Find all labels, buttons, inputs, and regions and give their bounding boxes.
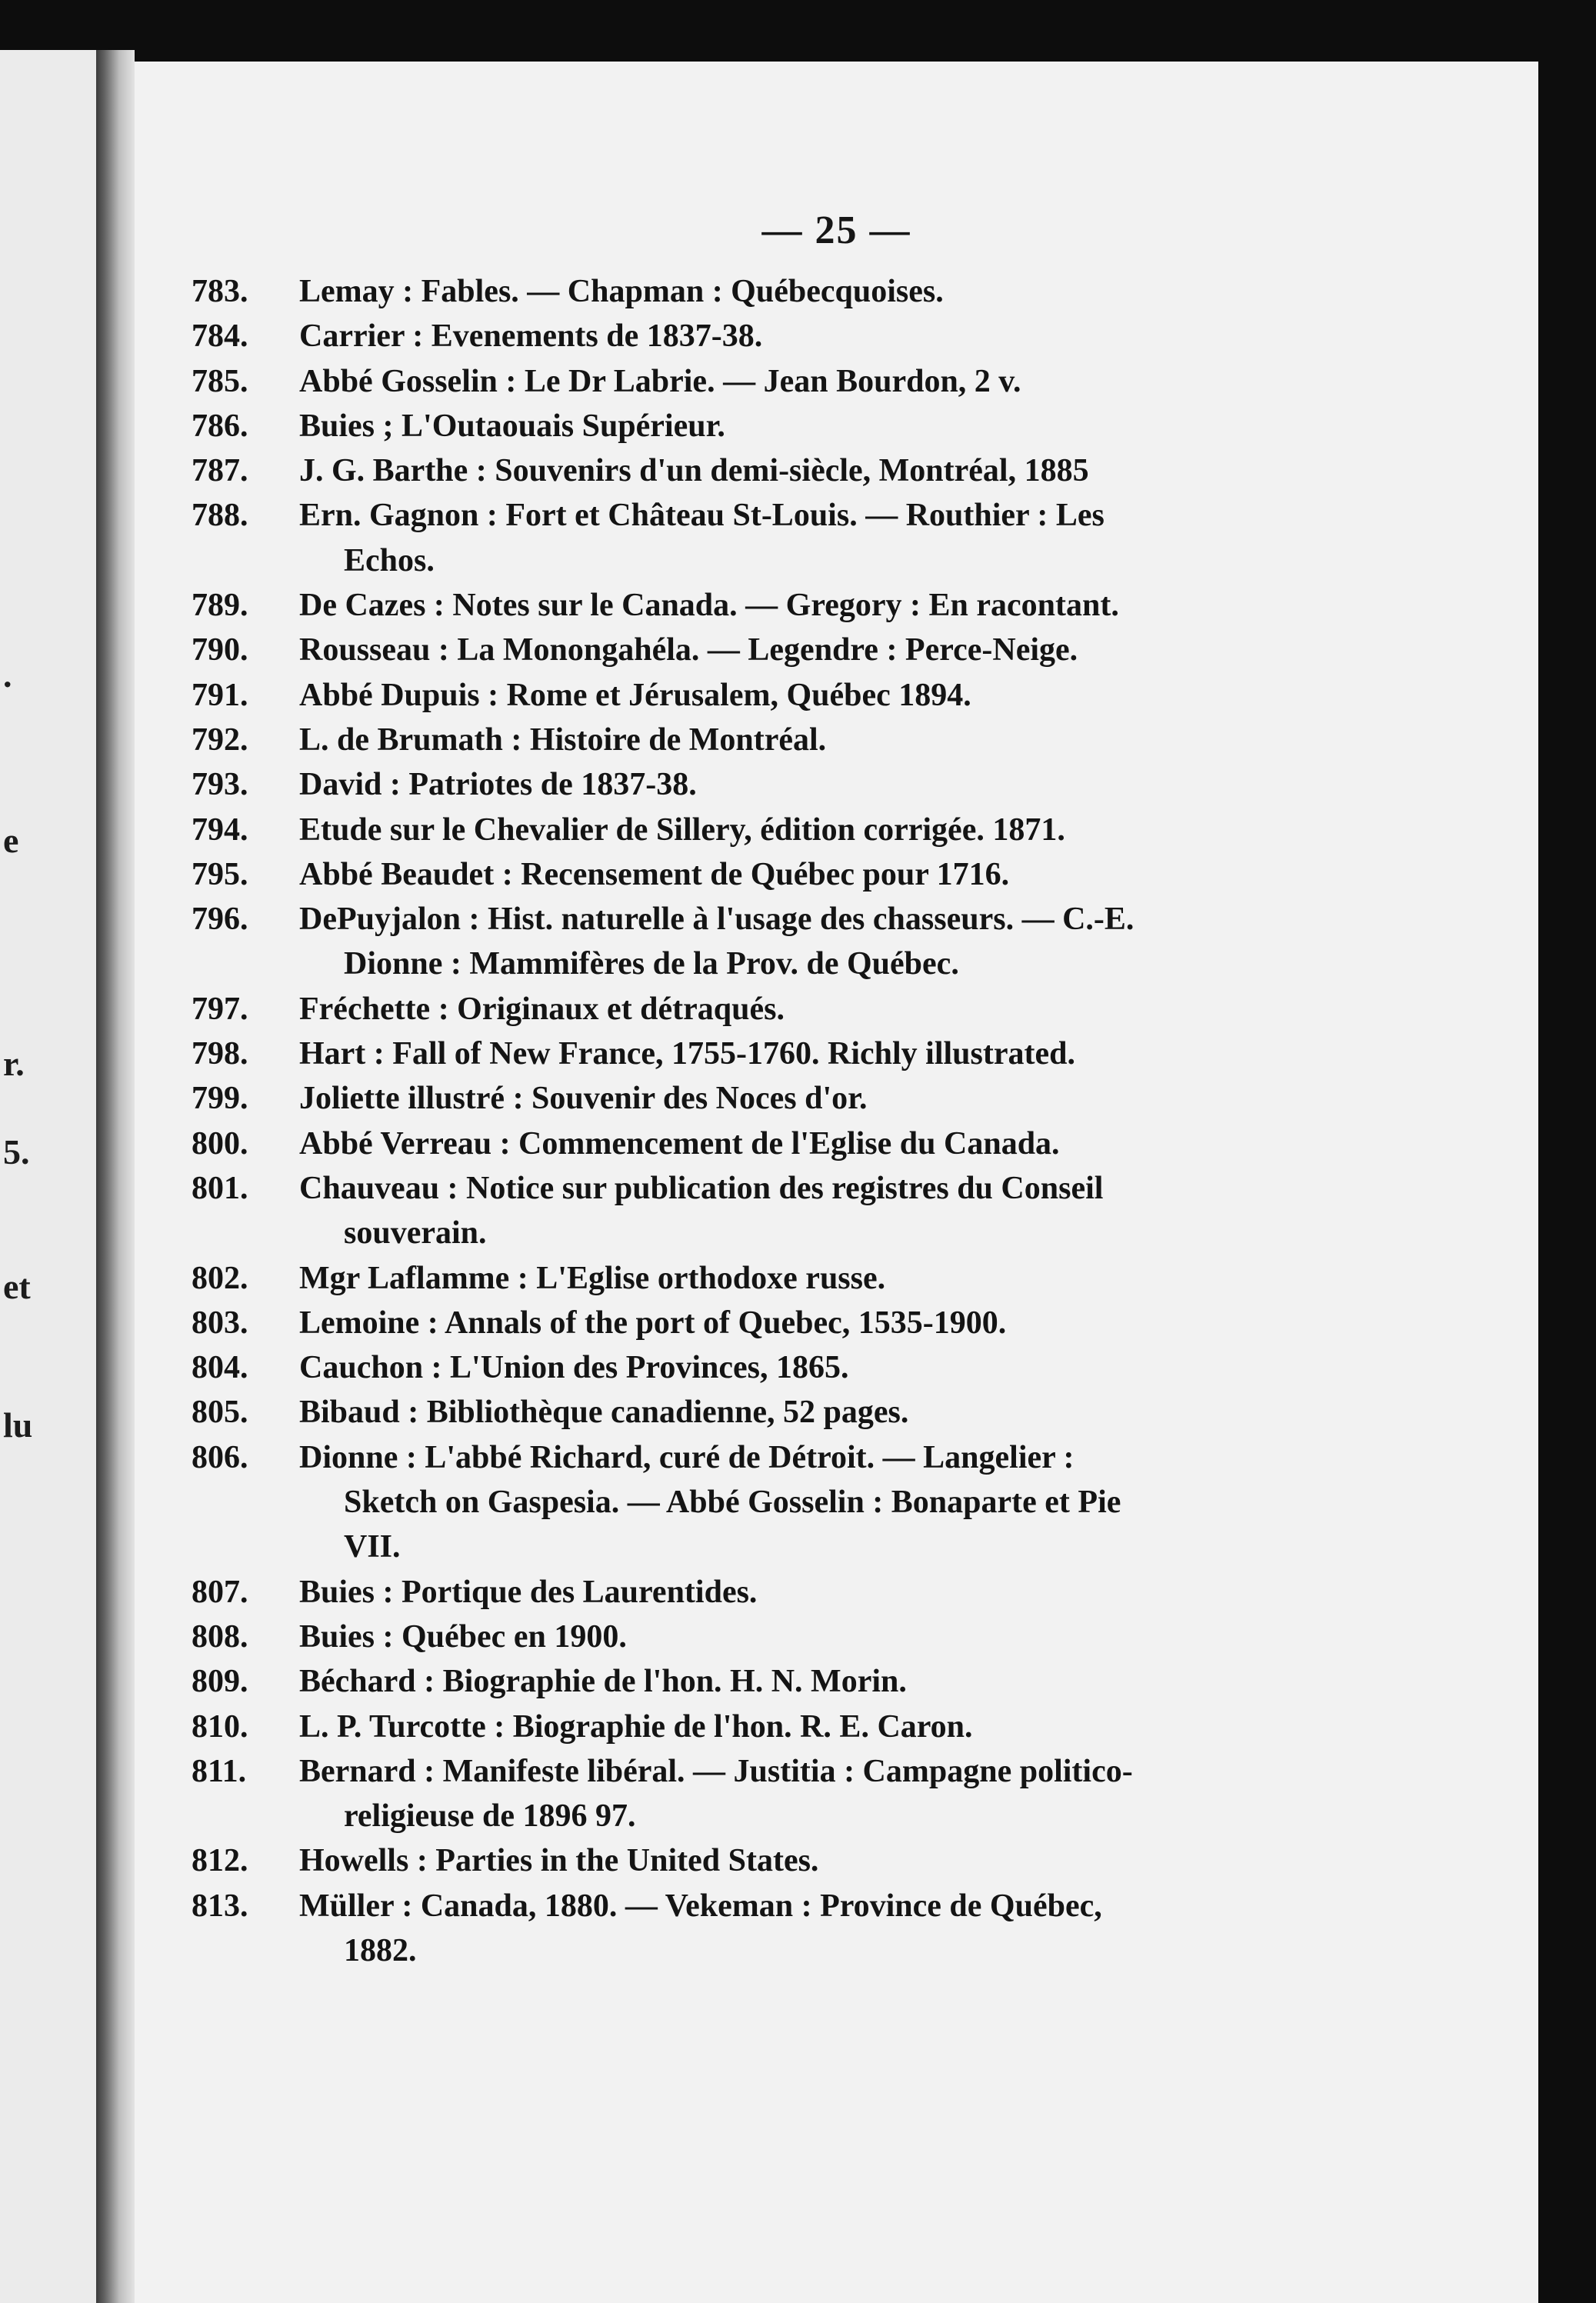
entry-number: 810.	[192, 1708, 248, 1745]
entry-number: 783.	[192, 274, 248, 309]
entry-line: Joliette illustré : Souvenir des Noces d'or.	[299, 1081, 868, 1117]
bibliography-entry	[192, 718, 1484, 762]
entry-line: Lemoine : Annals of the port of Quebec, 1535-1900.	[299, 1305, 1007, 1341]
entry-line: Etude sur le Chevalier de Sillery, édition corrigée. 1871.	[299, 812, 1065, 848]
entry-number: 794.	[192, 812, 248, 848]
entry-line: Buies ; L'Outaouais Supérieur.	[299, 408, 725, 444]
bibliography-entry	[192, 673, 1484, 718]
entry-line: Buies : Québec en 1900.	[299, 1618, 627, 1655]
entry-line: Mgr Laflamme : L'Eglise orthodoxe russe.	[299, 1260, 886, 1296]
entry-continuation-line: souverain.	[344, 1215, 487, 1251]
entry-line: Howells : Parties in the United States.	[299, 1843, 819, 1879]
entry-number: 811.	[192, 1753, 247, 1789]
entry-text	[299, 1390, 1484, 1435]
entry-text	[299, 718, 1484, 762]
entry-text	[299, 1838, 1484, 1883]
entry-line: Carrier : Evenements de 1837-38.	[299, 318, 763, 355]
entry-number: 790.	[192, 632, 248, 668]
book-gutter	[96, 50, 135, 2303]
entry-number: 802.	[192, 1260, 248, 1296]
bibliography-entry	[192, 808, 1484, 852]
bibliography-entry	[192, 583, 1484, 628]
entry-number: 796.	[192, 902, 248, 938]
entry-text	[299, 448, 1484, 493]
bibliography-entry	[192, 493, 1484, 583]
entry-text	[299, 1166, 1484, 1256]
entry-text	[299, 673, 1484, 718]
entry-text	[299, 628, 1484, 672]
entry-line: Abbé Verreau : Commencement de l'Eglise du Canada.	[299, 1125, 1060, 1161]
entry-line: Fréchette : Originaux et détraqués.	[299, 991, 785, 1027]
bibliography-entry	[192, 1659, 1484, 1704]
entry-text	[299, 1256, 1484, 1301]
entry-line: Bibaud : Bibliothèque canadienne, 52 pages.	[299, 1395, 909, 1431]
bibliography-entry	[192, 1435, 1484, 1570]
entry-number: 789.	[192, 588, 248, 624]
entry-text	[299, 1570, 1484, 1615]
entry-text	[299, 583, 1484, 628]
entry-number: 813.	[192, 1888, 248, 1924]
bibliography-entry	[192, 359, 1484, 404]
entry-text	[299, 897, 1484, 987]
entry-number: 808.	[192, 1618, 248, 1655]
bibliography-entry	[192, 1166, 1484, 1256]
entry-number: 804.	[192, 1350, 248, 1386]
entry-number: 791.	[192, 677, 248, 713]
entry-text	[299, 359, 1484, 404]
bibliography-entry	[192, 897, 1484, 987]
entry-line: L. P. Turcotte : Biographie de l'hon. R. E. Caron.	[299, 1708, 973, 1745]
entry-text	[299, 269, 1484, 314]
bibliography-entry	[192, 1122, 1484, 1166]
entry-line: DePuyjalon : Hist. naturelle à l'usage des chasseurs. — C.-E.	[299, 902, 1135, 938]
bibliography-entry	[192, 628, 1484, 672]
entry-text	[299, 1705, 1484, 1749]
page-number: — 25 —	[761, 208, 911, 252]
bibliography-entry	[192, 1884, 1484, 1974]
bibliography-entry	[192, 1256, 1484, 1301]
entry-line: Abbé Gosselin : Le Dr Labrie. — Jean Bourdon, 2 v.	[299, 363, 1021, 399]
left-page-fragment: r.	[3, 1044, 25, 1083]
entry-line: Ern. Gagnon : Fort et Château St-Louis. — Routhier : Les	[299, 498, 1105, 534]
bibliography-entry	[192, 314, 1484, 358]
entry-number: 799.	[192, 1081, 248, 1117]
bibliography-entry	[192, 1615, 1484, 1659]
bibliography-entry	[192, 1838, 1484, 1883]
bibliography-entry	[192, 448, 1484, 493]
entry-number: 785.	[192, 363, 248, 399]
entry-text	[299, 1076, 1484, 1121]
bibliography-entry	[192, 1390, 1484, 1435]
entry-line: Abbé Dupuis : Rome et Jérusalem, Québec 1894.	[299, 677, 971, 713]
entry-text	[299, 314, 1484, 358]
entry-line: J. G. Barthe : Souvenirs d'un demi-siècle, Montréal, 1885	[299, 453, 1089, 489]
entry-text	[299, 493, 1484, 583]
entry-line: Bernard : Manifeste libéral. — Justitia : Campagne politico-	[299, 1753, 1133, 1789]
entry-line: Müller : Canada, 1880. — Vekeman : Province de Québec,	[299, 1888, 1102, 1924]
entry-number: 793.	[192, 767, 248, 803]
bibliography-entry	[192, 852, 1484, 897]
bibliography-entry	[192, 1032, 1484, 1076]
entry-text	[299, 762, 1484, 807]
entry-line: Dionne : L'abbé Richard, curé de Détroit. — Langelier :	[299, 1439, 1075, 1475]
bibliography-entry	[192, 987, 1484, 1032]
bibliography-entry	[192, 1345, 1484, 1390]
book-page	[135, 62, 1538, 2303]
entry-line: Rousseau : La Monongahéla. — Legendre : Perce-Neige.	[299, 632, 1078, 668]
entry-text	[299, 808, 1484, 852]
previous-page-edge	[0, 50, 96, 2303]
left-page-fragment: e	[3, 821, 19, 860]
entry-text	[299, 852, 1484, 897]
entry-line: L. de Brumath : Histoire de Montréal.	[299, 722, 827, 758]
entry-line: De Cazes : Notes sur le Canada. — Gregory : En racontant.	[299, 588, 1119, 624]
bibliography-entry	[192, 1749, 1484, 1839]
entry-number: 801.	[192, 1170, 248, 1206]
entry-number: 788.	[192, 498, 248, 534]
entry-number: 809.	[192, 1664, 248, 1700]
entry-number: 797.	[192, 991, 248, 1027]
entry-number: 786.	[192, 408, 248, 444]
entry-continuation-line: 1882.	[344, 1932, 417, 1968]
entry-text	[299, 987, 1484, 1032]
bibliography-entry	[192, 269, 1484, 314]
bibliography-entry	[192, 1301, 1484, 1345]
entry-line: Béchard : Biographie de l'hon. H. N. Morin.	[299, 1664, 907, 1700]
entry-line: Cauchon : L'Union des Provinces, 1865.	[299, 1350, 849, 1386]
bibliography-entry	[192, 1705, 1484, 1749]
entry-continuation-line: Sketch on Gaspesia. — Abbé Gosselin : Bonaparte et Pie	[344, 1485, 1121, 1521]
entry-line: Chauveau : Notice sur publication des registres du Conseil	[299, 1170, 1104, 1206]
entry-number: 787.	[192, 453, 248, 489]
entry-number: 784.	[192, 318, 248, 355]
left-page-fragment: lu	[3, 1405, 33, 1445]
entry-text	[299, 1435, 1484, 1570]
entry-text	[299, 1345, 1484, 1390]
bibliography-list	[192, 269, 1484, 1973]
entry-line: David : Patriotes de 1837-38.	[299, 767, 697, 803]
left-page-fragment: .	[3, 655, 12, 695]
entry-continuation-line: religieuse de 1896 97.	[344, 1798, 636, 1835]
entry-number: 807.	[192, 1574, 248, 1610]
entry-text	[299, 404, 1484, 448]
bibliography-entry	[192, 404, 1484, 448]
entry-text	[299, 1659, 1484, 1704]
entry-number: 798.	[192, 1036, 248, 1072]
entry-number: 803.	[192, 1305, 248, 1341]
bibliography-entry	[192, 1076, 1484, 1121]
entry-text	[299, 1032, 1484, 1076]
entry-text	[299, 1615, 1484, 1659]
bibliography-entry	[192, 1570, 1484, 1615]
entry-text	[299, 1301, 1484, 1345]
entry-line: Lemay : Fables. — Chapman : Québecquoises.	[299, 274, 944, 309]
entry-line: Hart : Fall of New France, 1755-1760. Richly illustrated.	[299, 1036, 1075, 1072]
entry-continuation-line: Echos.	[344, 542, 435, 578]
entry-number: 800.	[192, 1125, 248, 1161]
entry-continuation-line: Dionne : Mammifères de la Prov. de Québec.	[344, 946, 959, 982]
entry-text	[299, 1749, 1484, 1839]
entry-number: 795.	[192, 856, 248, 892]
entry-line: Buies : Portique des Laurentides.	[299, 1574, 758, 1610]
entry-number: 805.	[192, 1395, 248, 1431]
bibliography-entry	[192, 762, 1484, 807]
left-page-fragment: 5.	[3, 1132, 30, 1171]
entry-line: Abbé Beaudet : Recensement de Québec pour 1716.	[299, 856, 1010, 892]
left-page-fragment: et	[3, 1267, 31, 1306]
entry-number: 792.	[192, 722, 248, 758]
entry-continuation-line: VII.	[344, 1529, 401, 1565]
entry-text	[299, 1884, 1484, 1974]
entry-number: 812.	[192, 1843, 248, 1879]
entry-text	[299, 1122, 1484, 1166]
entry-number: 806.	[192, 1439, 248, 1475]
